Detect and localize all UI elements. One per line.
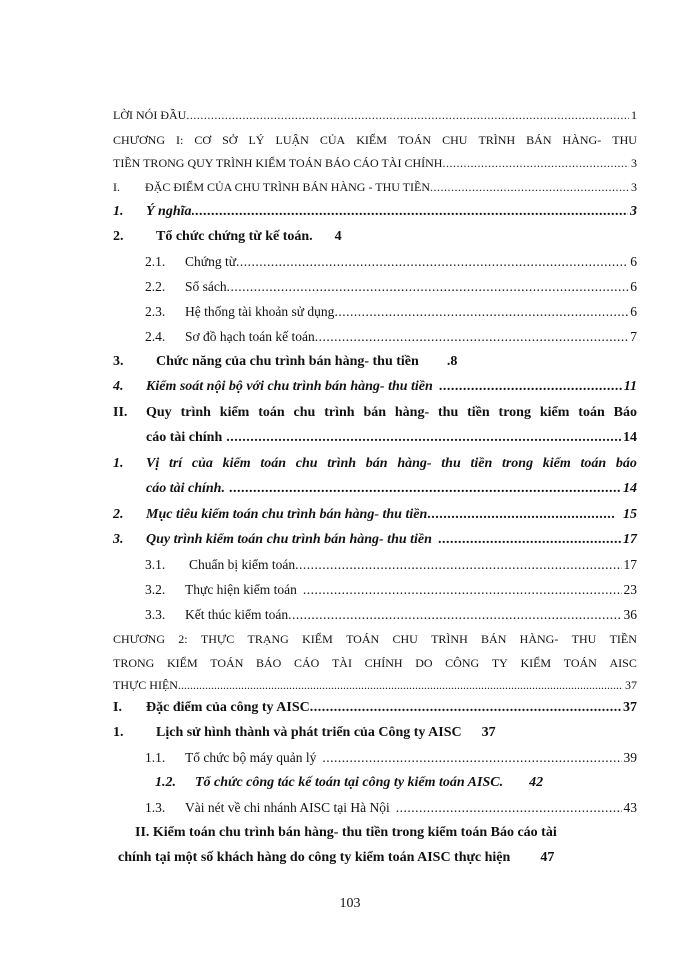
toc-entry-c2-1-3[interactable] (145, 796, 637, 820)
toc-entry-number: I. (113, 700, 122, 715)
toc-entry-title-line1 (146, 401, 637, 425)
toc-page-number: 36 (623, 607, 637, 622)
toc-entry-c1-2-4[interactable] (145, 325, 637, 349)
toc-word: Vị (146, 456, 160, 471)
toc-entry-c1-3[interactable] (113, 350, 637, 374)
toc-word: BÁO (256, 656, 282, 670)
toc-word: I: (176, 133, 184, 147)
toc-entry-number: 3. (113, 354, 124, 369)
toc-entry-c1-II-3-1[interactable] (145, 553, 637, 577)
toc-word: trong (498, 405, 531, 420)
toc-leader (229, 477, 621, 501)
toc-leader (186, 103, 629, 127)
toc-leader (427, 503, 615, 527)
toc-word: trình (327, 456, 357, 471)
toc-word: chu (293, 405, 316, 420)
toc-word: TOÁN (210, 656, 244, 670)
toc-word: CHƯƠNG (113, 632, 165, 646)
toc-word: TOÁN (397, 133, 432, 147)
toc-entry-title-line1: II. Kiểm toán chu trình bán hàng- thu tiền trong kiểm toán Báo cáo tài (135, 825, 557, 840)
toc-word: thu (441, 456, 461, 471)
toc-entry-number: 3.1. (145, 557, 166, 572)
toc-page-number: 14 (623, 430, 637, 445)
toc-page-number: 6 (630, 254, 637, 269)
toc-entry-c2-I[interactable] (113, 696, 637, 720)
toc-entry-title: Ý nghĩa (146, 204, 192, 219)
toc-leader (295, 553, 621, 577)
toc-word: KIỂM (356, 133, 387, 147)
toc-word: CƠ (194, 133, 212, 147)
toc-entry-title: Chức năng của chu trình bán hàng- thu tiền (156, 354, 419, 369)
toc-word: tiền (467, 405, 490, 420)
toc-word: chu (295, 456, 318, 471)
toc-word: trình (180, 405, 211, 420)
toc-word: kiểm (219, 405, 250, 420)
toc-entry-title: Tổ chức công tác kế toán tại công ty kiểm toán AISC. (195, 775, 504, 790)
toc-word: HÀNG- (519, 632, 559, 646)
toc-entry-c1-II-3[interactable] (113, 528, 637, 552)
toc-word: HÀNG- (562, 133, 602, 147)
toc-entry-title: Mục tiêu kiểm toán chu trình bán hàng- thu tiền (146, 507, 428, 522)
toc-word: TIỀN (609, 632, 637, 646)
toc-entry-c1-II-2[interactable] (113, 503, 637, 527)
toc-word: bán (363, 405, 387, 420)
toc-word: BÁN (526, 133, 552, 147)
toc-leader (178, 673, 623, 697)
toc-entry-title: Chuẩn bị kiểm toán (189, 557, 296, 572)
toc-leader (227, 275, 629, 299)
toc-entry-title: Thực hiện kiểm toán (185, 582, 297, 597)
toc-leader (430, 175, 629, 199)
toc-word: CHƯƠNG (113, 133, 165, 147)
toc-word: thu (438, 405, 459, 420)
toc-entry-c1-II-line1[interactable] (113, 401, 637, 425)
toc-entry-number: 2. (113, 229, 124, 244)
toc-entry-title: Đặc điểm của công ty AISC (146, 700, 310, 715)
toc-page-number: 17 (623, 532, 637, 547)
toc-entry-c1-1[interactable] (113, 200, 637, 224)
toc-entry-title: Tổ chức chứng từ kế toán. (156, 229, 313, 244)
toc-word: CHU (442, 133, 468, 147)
toc-entry-title: LỜI NÓI ĐẦU (113, 108, 187, 122)
toc-leader (226, 426, 621, 450)
toc-page-number: 14 (623, 481, 637, 496)
toc-word: hàng- (397, 456, 432, 471)
toc-entry-c1-II-line2[interactable] (146, 426, 637, 450)
toc-entry-number: 1. (113, 204, 124, 219)
toc-entry-title: Quy trình kiểm toán chu trình bán hàng- thu tiền (146, 532, 432, 547)
toc-word: Quy (146, 405, 172, 420)
toc-entry-title-line1 (146, 452, 637, 476)
toc-page-number: 43 (623, 800, 637, 815)
toc-entry-c2-II-line1[interactable] (135, 821, 635, 845)
toc-word: CÁO (293, 656, 320, 670)
toc-word: LUẬN (275, 133, 309, 147)
toc-leader (439, 375, 622, 399)
toc-word: kiểm (222, 456, 251, 471)
toc-word: KIỂM (520, 656, 552, 670)
toc-page-number: 6 (630, 304, 637, 319)
toc-entry-number: 1.1. (145, 750, 166, 765)
toc-entry-number: 1. (113, 725, 124, 740)
toc-word: TÀI (331, 656, 352, 670)
toc-entry-c1-II-1-line2[interactable] (146, 477, 637, 501)
toc-entry-chuong-1-line2[interactable] (113, 151, 637, 175)
toc-word: CÔNG (445, 656, 480, 670)
toc-word: THU (612, 133, 637, 147)
toc-word: TRẠNG (247, 632, 289, 646)
toc-word: của (191, 456, 213, 471)
toc-entry-c1-II-3-3[interactable] (145, 603, 637, 627)
toc-word: AISC (609, 656, 637, 670)
toc-entry-title: Kiểm soát nội bộ với chu trình bán hàng- thu tiền (146, 379, 433, 394)
toc-page-number: 17 (623, 557, 637, 572)
toc-page-number: 3 (631, 156, 637, 170)
toc-word: THU (571, 632, 597, 646)
toc-entry-number: 1.2. (155, 775, 176, 790)
toc-entry-c2-1-1[interactable] (145, 746, 637, 770)
toc-word: CHÍNH (364, 656, 403, 670)
toc-leader (442, 151, 629, 175)
toc-entry-title: Sơ đồ hạch toán kế toán (185, 329, 315, 344)
toc-leader (396, 796, 622, 820)
toc-entry-title-line2: chính tại một số khách hàng do công ty kiểm toán AISC thực hiện (118, 850, 511, 865)
toc-page-number: 37 (625, 678, 637, 692)
toc-entry-number: 2.4. (145, 329, 166, 344)
toc-entry-number: 2.3. (145, 304, 166, 319)
toc-word: kiểm (542, 456, 571, 471)
toc-entry-number: I. (113, 180, 120, 194)
toc-page-number: 6 (630, 279, 637, 294)
toc-entry-number: 2.2. (145, 279, 166, 294)
toc-word: bán (365, 456, 388, 471)
toc-entry-c1-4[interactable] (113, 375, 637, 399)
toc-entry-title-line2: cáo tài chính. (146, 481, 225, 496)
toc-word: TOÁN (346, 632, 380, 646)
toc-word: báo (615, 456, 637, 471)
toc-word: CỦA (319, 133, 346, 147)
toc-entry-title: Chứng từ (185, 254, 237, 269)
toc-word: 2: (178, 632, 188, 646)
toc-page-number: 11 (623, 379, 637, 394)
toc-entry-title: Tổ chức bộ máy quản lý (185, 750, 317, 765)
toc-entry-title-line2: cáo tài chính (146, 430, 223, 445)
toc-entry-chuong-1-line1[interactable] (113, 128, 637, 152)
toc-entry-c1-2-3[interactable] (145, 300, 637, 324)
toc-leader (334, 300, 628, 324)
toc-entry-title: Kết thúc kiểm toán (185, 607, 289, 622)
toc-entry-number: 3.2. (145, 582, 166, 597)
toc-entry-title: Lịch sử hình thành và phát triển của Công ty AISC (156, 725, 462, 740)
toc-entry-number: II. (113, 405, 128, 420)
toc-word: LÝ (248, 133, 265, 147)
toc-word: toán (260, 456, 287, 471)
toc-page-number: 42 (529, 775, 544, 790)
toc-word: Báo (613, 405, 637, 420)
toc-entry-title: Hệ thống tài khoản sử dụng (185, 304, 335, 319)
toc-entry-c1-2-2[interactable] (145, 275, 637, 299)
toc-word: DO (415, 656, 433, 670)
toc-word: CHU (392, 632, 418, 646)
toc-entry-loi-noi-dau[interactable] (113, 103, 637, 127)
toc-entry-number: 4. (113, 379, 124, 394)
toc-entry-title: THỰC HIỆN (113, 678, 178, 692)
toc-word: TRÌNH (431, 632, 468, 646)
toc-page-number: 15 (623, 507, 637, 522)
toc-leader (192, 200, 628, 224)
toc-word: trong (501, 456, 534, 471)
toc-entry-title: ĐẶC ĐIỂM CỦA CHU TRÌNH BÁN HÀNG - THU TIỀN (145, 180, 430, 194)
toc-entry-chuong-2-line1[interactable] (113, 627, 637, 651)
toc-page-number: 47 (540, 850, 555, 865)
toc-entry-number: 2. (113, 507, 124, 522)
toc-entry-c2-1[interactable] (113, 721, 637, 745)
toc-entry-c2-II-line2[interactable] (118, 846, 637, 870)
toc-page-number: 7 (630, 329, 637, 344)
toc-entry-title: Sổ sách (185, 279, 227, 294)
toc-word: THỰC (200, 632, 235, 646)
toc-leader (315, 325, 629, 349)
toc-entry-chuong-2-line2[interactable] (113, 651, 637, 675)
toc-word: TRÌNH (478, 133, 516, 147)
page-number-footer: 103 (339, 896, 361, 911)
toc-leader (303, 578, 622, 602)
toc-word: toán (580, 456, 607, 471)
toc-word: toán (578, 405, 605, 420)
toc-entry-c1-2-1[interactable] (145, 250, 637, 274)
toc-entry-number: 2.1. (145, 254, 166, 269)
toc-entry-c1-I[interactable] (113, 175, 637, 199)
toc-entry-number: 3. (113, 532, 124, 547)
toc-page-number: 23 (623, 582, 637, 597)
toc-word: trí (168, 456, 183, 471)
toc-page-number: 37 (623, 700, 637, 715)
toc-leader (310, 696, 621, 720)
toc-page-number: 3 (631, 180, 637, 194)
toc-page-number: 39 (623, 750, 637, 765)
toc-word: hàng- (394, 405, 430, 420)
toc-entry-c1-II-1-line1[interactable] (113, 452, 637, 476)
toc-word: SỞ (222, 133, 238, 147)
toc-word: toán (258, 405, 285, 420)
toc-page-number: 37 (481, 725, 496, 740)
toc-word: KIỂM (302, 632, 333, 646)
toc-entry-c1-II-3-2[interactable] (145, 578, 637, 602)
toc-entry-number: 1.3. (145, 800, 166, 815)
toc-entry-title: TIỀN TRONG QUY TRÌNH KIỂM TOÁN BÁO CÁO TÀI CHÍNH (113, 156, 443, 170)
toc-word: tiền (470, 456, 493, 471)
toc-entry-chuong-2-line3[interactable] (113, 673, 637, 697)
toc-entry-number: 3.3. (145, 607, 166, 622)
toc-entry-title: Vài nét về chi nhánh AISC tại Hà Nội (185, 800, 390, 815)
toc-word: trình (324, 405, 355, 420)
toc-word: TY (491, 656, 508, 670)
toc-leader (438, 528, 621, 552)
toc-entry-c1-2[interactable] (113, 225, 637, 249)
toc-word: TRONG (113, 656, 155, 670)
toc-entry-c2-1-2[interactable] (155, 771, 637, 795)
toc-word: KIỂM (166, 656, 198, 670)
toc-entry-number: 1. (113, 456, 124, 471)
toc-page-number: 4 (334, 229, 342, 244)
toc-page-number: .8 (446, 354, 458, 369)
toc-word: TOÁN (563, 656, 597, 670)
toc-word: BÁN (481, 632, 507, 646)
toc-word: kiểm (539, 405, 570, 420)
toc-leader (322, 746, 621, 770)
toc-page-number: 1 (631, 108, 637, 122)
toc-page-number: 3 (630, 204, 637, 219)
toc-leader (288, 603, 621, 627)
toc-leader (236, 250, 628, 274)
